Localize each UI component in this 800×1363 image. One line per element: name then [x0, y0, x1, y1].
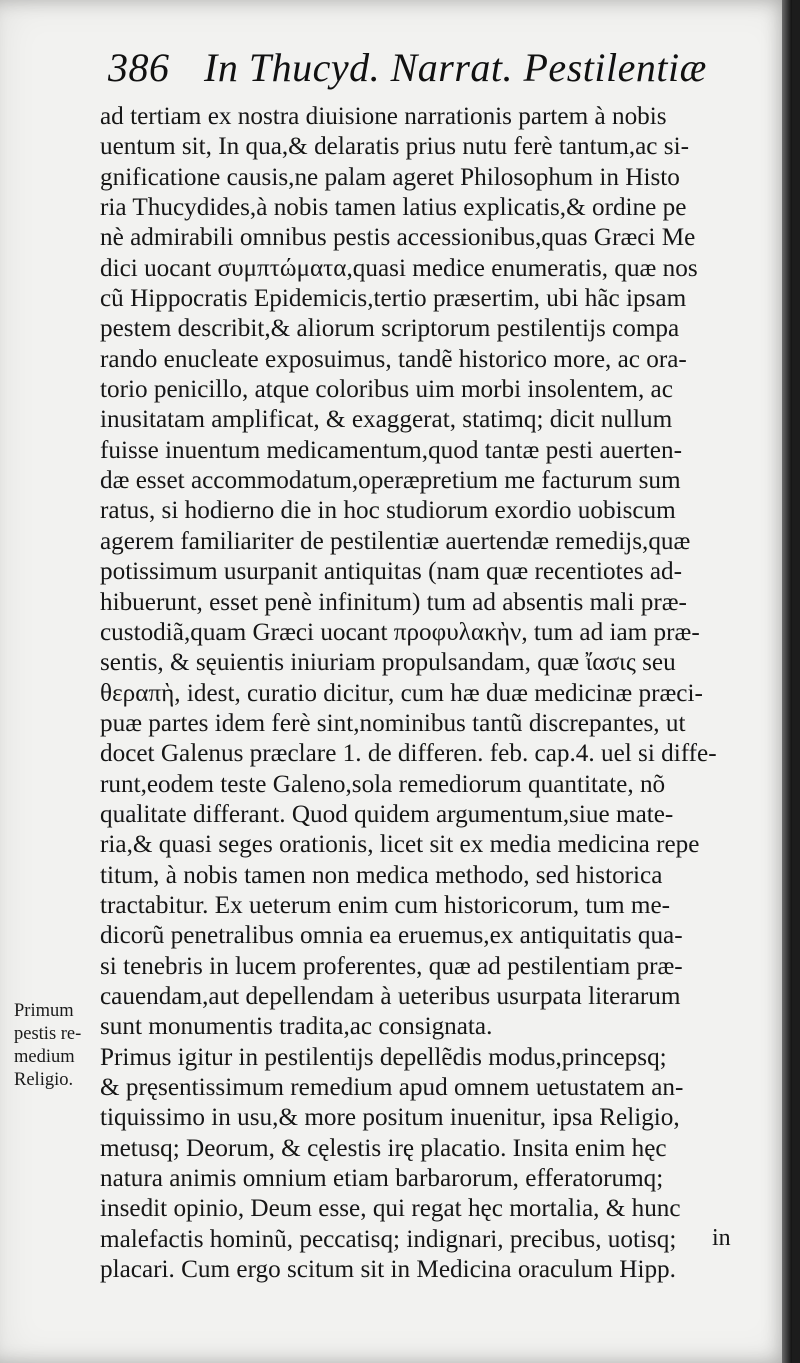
text-line: sunt monumentis tradita,ac consignata. — [100, 1013, 493, 1041]
marginal-note-line: Religio. — [14, 1070, 74, 1090]
text-line: runt,eodem teste Galeno,sola remediorum quantitate, nõ — [100, 770, 666, 798]
text-line: malefactis hominũ, peccatisq; indignari, precibus, uotisq; — [100, 1225, 677, 1253]
text-line: ria,& quasi seges orationis, licet sit ex media medicina repe — [100, 831, 700, 859]
text-line: tractabitur. Ex ueterum enim cum historicorum, tum me- — [100, 891, 671, 919]
text-line: titum, à nobis tamen non medica methodo, sed historica — [100, 861, 663, 889]
text-line: dici uocant συμπτώματα,quasi medice enumeratis, quæ nos — [100, 254, 698, 282]
text-line: gnificatione causis,ne palam ageret Philosophum in Histo — [100, 163, 680, 191]
text-line: & pręsentissimum remedium apud omnem uetustatem an- — [100, 1074, 684, 1101]
text-line: ria Thucydides,à nobis tamen latius explicatis,& ordine pe — [100, 194, 687, 222]
text-line: cũ Hippocratis Epidemicis,tertio præsertim, ubi hãc ipsam — [100, 285, 687, 313]
text-line: qualitate differant. Quod quidem argumentum,siue mate- — [100, 800, 674, 828]
text-line: docet Galenus præclare 1. de differen. feb. cap.4. uel si diffe- — [100, 740, 717, 768]
text-line: dæ esset accommodatum,operæpretium me facturum sum — [100, 467, 681, 495]
running-header — [108, 44, 707, 91]
text-line: agerem familiariter de pestilentiæ auertendæ remedijs,quæ — [100, 527, 691, 555]
text-line: rando enucleate exposuimus, tandẽ historico more, ac ora- — [100, 345, 687, 373]
text-line: custodiã,quam Græci uocant προφυλακὴν, tum ad iam præ- — [100, 618, 700, 646]
text-line: hibuerunt, esset penè infinitum) tum ad absentis mali præ- — [100, 588, 687, 616]
text-line: pestem describit,& aliorum scriptorum pestilentijs compa — [100, 315, 680, 343]
text-line: torio penicillo, atque coloribus uim morbi insolentem, ac — [100, 376, 673, 404]
text-line: uentum sit, In qua,& delaratis prius nutu ferè tantum,ac si- — [100, 133, 689, 161]
marginal-note-line: medium — [14, 1047, 75, 1067]
text-line: sentis, & sęuientis iniuriam propulsandam, quæ ἴασις seu — [100, 649, 676, 677]
text-line: tiquissimo in usu,& more positum inuenitur, ipsa Religio, — [100, 1104, 680, 1132]
text-line: metusq; Deorum, & cęlestis irę placatio. Insita enim hęc — [100, 1134, 667, 1162]
text-line: dicorũ penetralibus omnia ea eruemus,ex antiquitatis qua- — [100, 922, 683, 950]
text-line: placari. Cum ergo scitum sit in Medicina oraculum Hipp. — [100, 1256, 676, 1284]
body-text — [100, 102, 760, 1285]
book-spine-edge — [782, 0, 792, 1363]
text-line: cauendam,aut depellendam à ueteribus usurpata literarum — [100, 982, 681, 1010]
text-line: fuisse inuentum medicamentum,quod tantæ pesti auerten- — [100, 436, 682, 464]
text-line: ratus, si hodierno die in hoc studiorum exordio uobiscum — [100, 497, 676, 525]
catchword: in — [712, 1225, 731, 1251]
text-line: potissimum usurpanit antiquitas (nam quæ recentiotes ad- — [100, 558, 683, 586]
text-line: nè admirabili omnibus pestis accessionibus,quas Græci Me — [100, 224, 696, 252]
marginal-note-line: pestis re- — [14, 1024, 82, 1044]
marginal-note-line: Primum — [14, 1001, 74, 1021]
text-line: ad tertiam ex nostra diuisione narrationis partem à nobis — [100, 103, 667, 130]
text-line: si tenebris in lucem proferentes, quæ ad pestilentiam præ- — [100, 952, 683, 980]
text-line: natura animis omnium etiam barbarorum, efferatorumq; — [100, 1165, 664, 1193]
text-line: insedit opinio, Deum esse, qui regat hęc mortalia, & hunc — [100, 1195, 681, 1223]
text-line: puæ partes idem ferè sint,nominibus tantũ discrepantes, ut — [100, 709, 686, 737]
running-title: In Thucyd. Narrat. Pestilentiæ — [204, 45, 707, 90]
text-line: Primus igitur in pestilentijs depellẽdis modus,princepsq; — [100, 1043, 667, 1071]
page-number: 386 — [108, 45, 170, 90]
marginal-note — [14, 1000, 104, 1092]
text-line: θεραπὴ, idest, curatio dicitur, cum hæ duæ medicinæ præci- — [100, 679, 703, 707]
text-line: inusitatam amplificat, & exaggerat, statimq; dicit nullum — [100, 406, 673, 434]
